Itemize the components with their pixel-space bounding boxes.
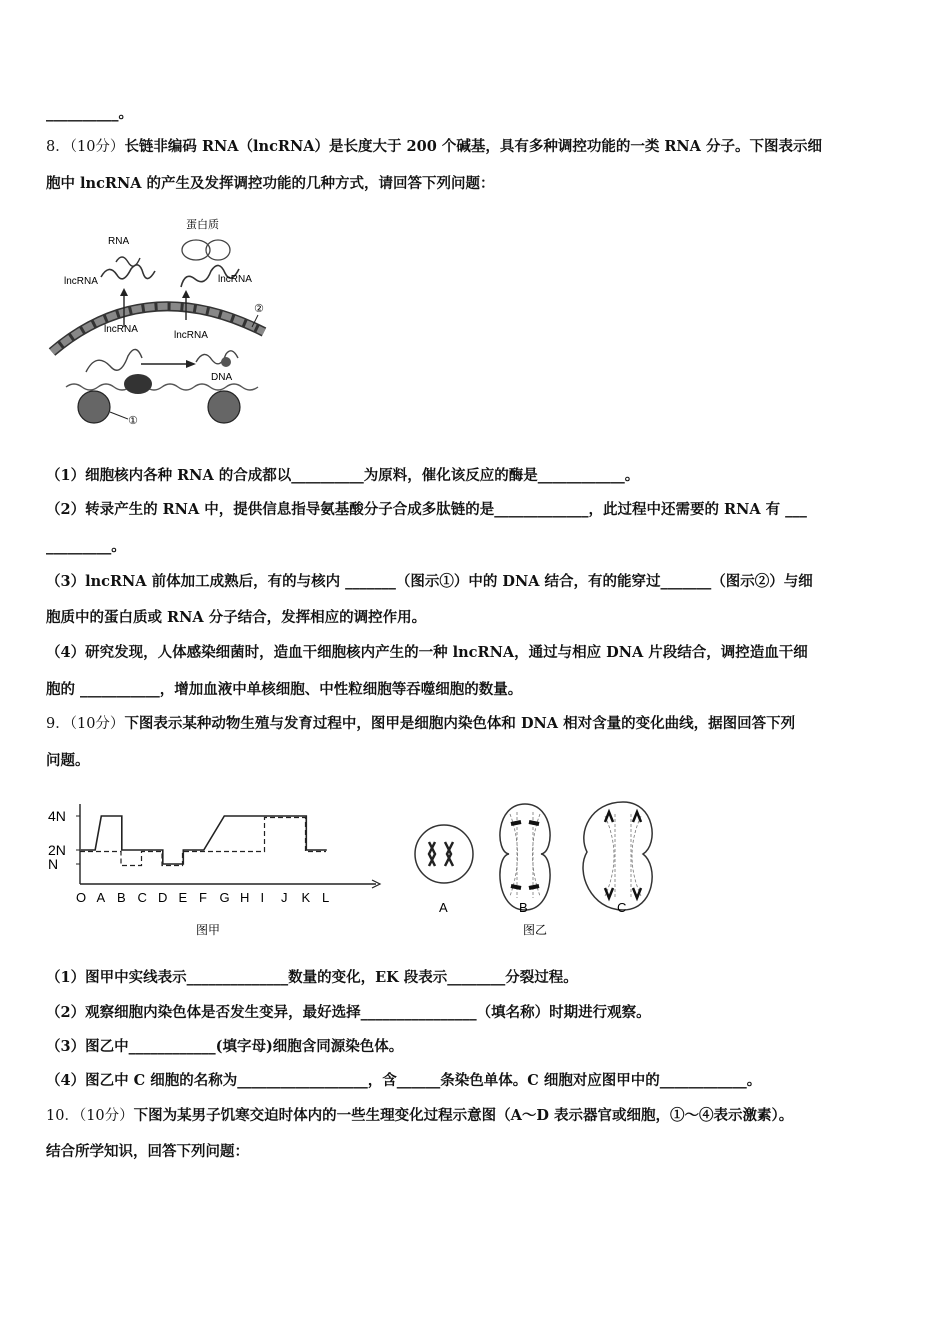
q8-sub1: （1）细胞核内各种 RNA 的合成都以__________为原料，催化该反应的酶是____________。 [46, 467, 640, 484]
label-rna: RNA [108, 236, 130, 247]
q8-sub4-line-1: （4）研究发现，人体感染细菌时，造血干细胞核内产生的一种 lncRNA，通过与相应 DNA 片段结合，调控造血干细 [46, 644, 808, 661]
bound-protein [221, 357, 231, 367]
chart-x-tick-label: G [219, 890, 230, 905]
cell-label-a: A [439, 900, 448, 915]
q8-stem-line-2: 胞中 lncRNA 的产生及发挥调控功能的几种方式，请回答下列问题： [46, 175, 495, 192]
dna-strand [66, 384, 258, 390]
q10-score: （10分） [78, 1108, 134, 1124]
chart-series-solid [81, 816, 327, 864]
label-mark2: ② [254, 303, 264, 315]
q8-sub2-line-2: _________。 [46, 538, 126, 555]
q9-number: 9． [46, 716, 70, 732]
chart-title: 图甲 [196, 923, 221, 937]
cell-b [500, 804, 550, 910]
q8-stem-text-1: 长链非编码 RNA（lncRNA）是长度大于 200 个碱基，具有多种调控功能的一类 RNA 分子。下图表示细 [124, 138, 822, 155]
q9-sub4: （4）图乙中 C 细胞的名称为__________________，含______条染色单体。C 细胞对应图甲中的____________。 [46, 1072, 762, 1089]
chart-series-dashed [80, 818, 326, 866]
label-lncrna-mid-left: lncRNA [104, 324, 138, 335]
label-protein: 蛋白质 [186, 219, 219, 231]
cell-label-b: B [519, 900, 528, 915]
q8-stem-line-1 [46, 137, 822, 157]
q10-stem-line-2: 结合所学知识，回答下列问题： [46, 1143, 249, 1160]
arrowhead-processing [186, 360, 196, 368]
q8-sub4-line-2: 胞的 ___________，增加血液中单核细胞、中性粒细胞等吞噬细胞的数量。 [46, 681, 523, 698]
label-lncrna-mid-right: lncRNA [174, 330, 208, 341]
chart-x-tick-label: J [281, 890, 288, 905]
chart-y-tick-label: N [48, 856, 59, 872]
chart-x-tick-label: A [96, 890, 106, 905]
label-lncrna-left: lncRNA [64, 276, 98, 287]
chart-y-tick-label: 4N [48, 808, 66, 824]
cell-c [583, 802, 652, 910]
q9-score: （10分） [69, 716, 125, 732]
cell-a [415, 825, 473, 883]
rna-strand-left-top [116, 257, 140, 266]
label-lncrna-right: lncRNA [218, 274, 252, 285]
chart-x-tick-label: C [137, 890, 147, 905]
arrowhead-out-left [120, 288, 128, 296]
chart-tick-labels [48, 808, 329, 905]
cells-title: 图乙 [523, 923, 548, 937]
cell-label-c: C [617, 900, 627, 915]
q10-number: 10． [46, 1108, 79, 1124]
q9-stem-line-2: 问题。 [46, 752, 90, 769]
lncrna-precursor [86, 349, 142, 372]
chromatin-right [208, 391, 240, 423]
q8-sub3-line-2: 胞质中的蛋白质或 RNA 分子结合，发挥相应的调控作用。 [46, 609, 427, 626]
chromatin-left [78, 391, 110, 423]
arrowhead-out-right [182, 290, 190, 298]
chart-x-tick-label: O [76, 890, 87, 905]
q8-sub3-line-1: （3）lncRNA 前体加工成熟后，有的与核内 _______（图示①）中的 DNA 结合，有的能穿过_______（图示②）与细 [46, 573, 813, 590]
lncrna-mature [196, 351, 238, 364]
mark1-pointer [110, 412, 128, 419]
q9-sub2: （2）观察细胞内染色体是否发生变异，最好选择________________（填名称）时期进行观察。 [46, 1004, 651, 1021]
rna-strand-left [101, 265, 155, 279]
chart-x-tick-label: K [301, 890, 311, 905]
label-mark1: ① [128, 415, 138, 427]
chart-x-tick-label: D [158, 890, 168, 905]
chart-x-tick-label: F [199, 890, 207, 905]
label-dna: DNA [211, 372, 233, 383]
q9-sub1: （1）图甲中实线表示______________数量的变化，EK 段表示________分裂过程。 [46, 969, 578, 986]
q10-stem-line-1 [46, 1106, 793, 1126]
q8-sub2-line-1: （2）转录产生的 RNA 中，提供信息指导氨基酸分子合成多肽链的是_____________，此过程中还需要的 RNA 有 ___ [46, 501, 807, 518]
chart-x-tick-label: B [117, 890, 126, 905]
chart-x-tick-label: H [240, 890, 250, 905]
chart-x-tick-label: I [260, 890, 265, 905]
q10-stem-text-1: 下图为某男子饥寒交迫时体内的一些生理变化过程示意图（A～D 表示器官或细胞，①～④表示激素）。 [133, 1107, 794, 1124]
chart-x-tick-label: L [322, 890, 330, 905]
chart-jia [46, 796, 386, 946]
top-blank-line: __________。 [46, 105, 133, 122]
polymerase-complex [124, 374, 152, 394]
q9-stem-line-1 [46, 714, 795, 734]
q8-score: （10分） [69, 139, 125, 155]
chart-series [80, 816, 327, 866]
q9-stem-text-1: 下图表示某种动物生殖与发育过程中，图甲是细胞内染色体和 DNA 相对含量的变化曲线，据图回答下列 [124, 715, 796, 732]
q8-number: 8． [46, 139, 70, 155]
q9-sub3: （3）图乙中____________(填字母)细胞含同源染色体。 [46, 1038, 404, 1055]
lncrna-diagram [46, 212, 276, 432]
chart-x-tick-label: E [178, 890, 188, 905]
cells-yi [405, 792, 675, 942]
chart-y-tick-label: 2N [48, 842, 66, 858]
